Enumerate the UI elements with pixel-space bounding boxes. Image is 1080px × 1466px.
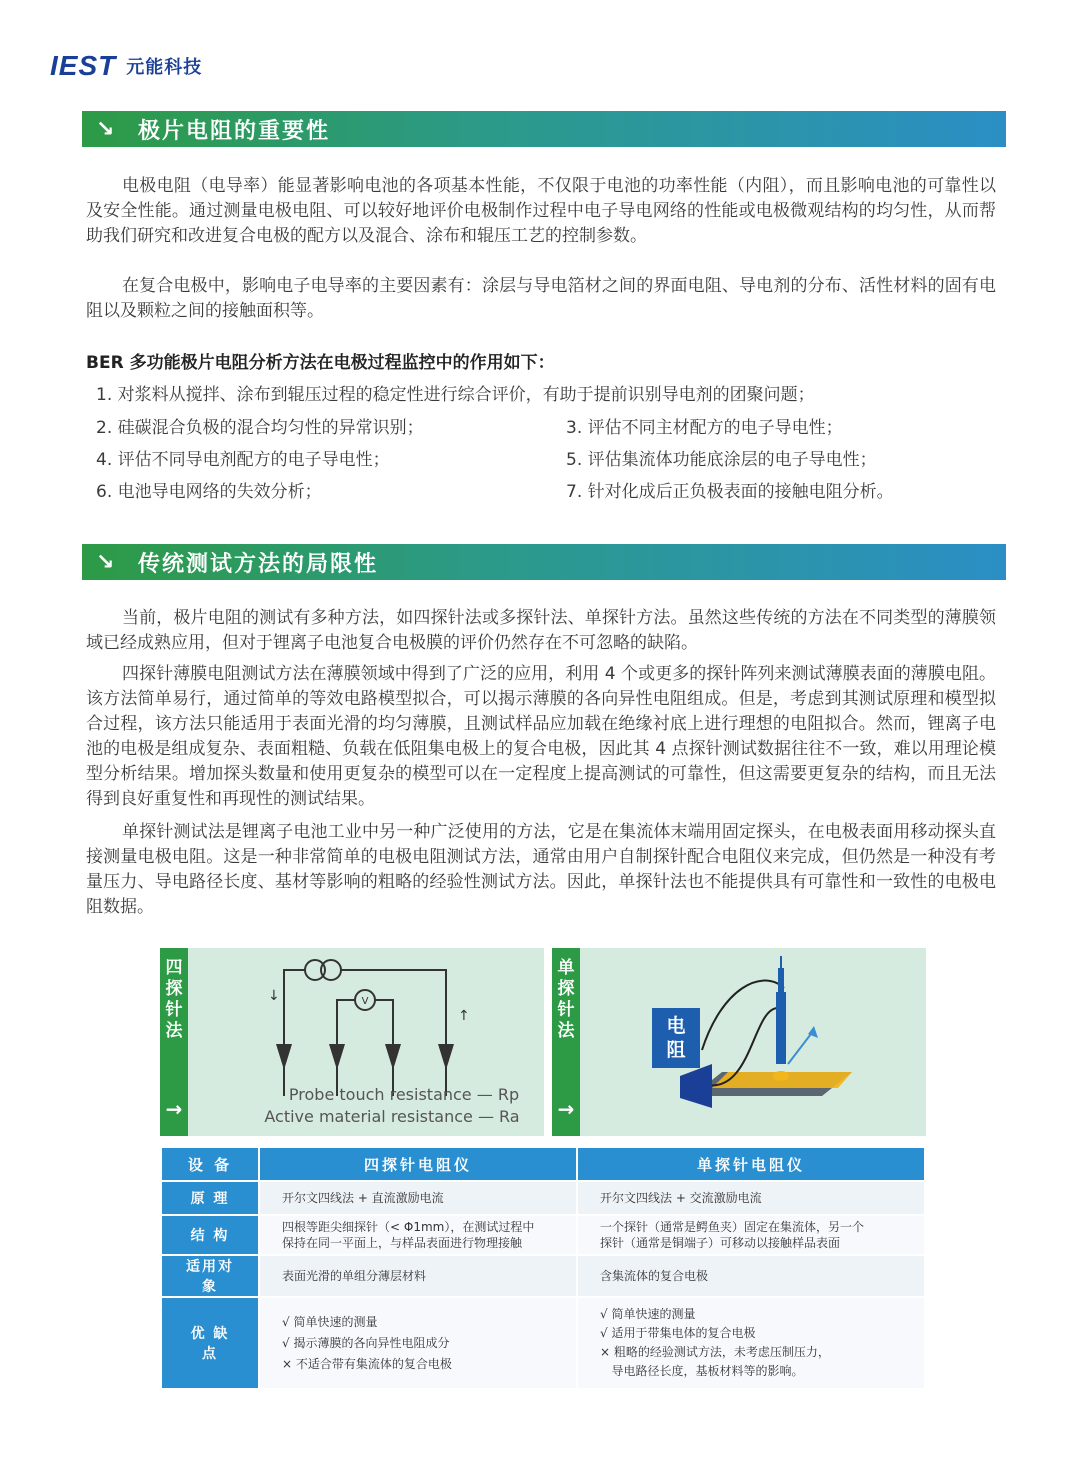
section-header-limitations xyxy=(82,544,1006,580)
table-row xyxy=(161,1297,925,1389)
section-header-importance xyxy=(82,111,1006,147)
cell-line: × 粗略的经验测试方法，未考虑压制压力， xyxy=(600,1345,830,1359)
right-arrow-icon: → xyxy=(557,1097,575,1121)
cell-line: 表面光滑的单组分薄层材料 xyxy=(282,1268,427,1283)
right-arrow-icon: → xyxy=(165,1097,183,1121)
row-label: 结 构 xyxy=(161,1215,259,1255)
up-arrow-icon: ↑ xyxy=(458,1008,470,1024)
down-arrow-icon: ↓ xyxy=(268,988,280,1004)
header-device: 设 备 xyxy=(161,1147,259,1181)
voltmeter-label: V xyxy=(361,996,369,1007)
cell-line: √ 适用于带集电体的复合电极 xyxy=(600,1326,756,1340)
cell-line: √ 揭示薄膜的各向异性电阻成分 xyxy=(282,1335,450,1350)
section-title: 极片电阻的重要性 xyxy=(138,118,331,144)
arrow-icon: ↘ xyxy=(96,116,115,142)
table-row xyxy=(161,1181,925,1215)
list-item: 2. 硅碳混合负极的混合均匀性的异常识别； xyxy=(96,418,424,438)
single-probe-schematic xyxy=(552,948,926,1136)
row-label: 优 缺 点 xyxy=(161,1297,259,1389)
cell-line: √ 简单快速的测量 xyxy=(282,1314,378,1329)
table-cell xyxy=(259,1181,577,1215)
arrow-icon: ↘ xyxy=(96,549,115,575)
meter-label: 阻 xyxy=(666,1039,686,1061)
table-cell xyxy=(577,1255,925,1297)
section-title: 传统测试方法的局限性 xyxy=(138,551,379,577)
comparison-table xyxy=(160,1146,926,1390)
paragraph: 在复合电极中，影响电子电导率的主要因素有：涂层与导电箔材之间的界面电阻、导电剂的分布、活性材料的固有电阻以及颗粒之间的接触面积等。 xyxy=(86,276,996,321)
tab-label: 单 探 针 法 xyxy=(557,958,575,1041)
table-row xyxy=(161,1255,925,1297)
paragraph: 四探针薄膜电阻测试方法在薄膜领域中得到了广泛的应用，利用 4 个或更多的探针阵列来测试薄膜表面的薄膜电阻。该方法简单易行，通过简单的等效电路模型拟合，可以揭示薄膜的各向异性电阻组成。但是，考虑到其测试原理和模型拟合过程，该方法只能适用于表面光滑的均匀薄膜，且测试样品应加载在绝缘衬底上进行理想的电阻拟合。然而，锂离子电池的电极是组成复杂、表面粗糙、负载在低阻集电极上的复合电极，因此其 4 点探针测试数据往往不一致，难以用理论模型分析结果。增加探头数量和使用更复杂的模型可以在一定程度上提高测试的可靠性，但这需要更复杂的结构，而且无法得到良好重复性和再现性的测试结果。 xyxy=(86,664,996,809)
table-cell xyxy=(259,1255,577,1297)
table-cell xyxy=(259,1297,577,1389)
list-item: 3. 评估不同主材配方的电子导电性； xyxy=(566,418,843,438)
list-item: 4. 评估不同导电剂配方的电子导电性； xyxy=(96,450,390,470)
cell-line: √ 简单快速的测量 xyxy=(600,1307,696,1321)
tab-label: 四 探 针 法 xyxy=(165,958,183,1041)
single-probe-diagram xyxy=(552,948,926,1136)
row-label: 原 理 xyxy=(161,1181,259,1215)
list-item: 5. 评估集流体功能底涂层的电子导电性； xyxy=(566,450,877,470)
brand-logo xyxy=(50,50,202,82)
logo-text: 元能科技 xyxy=(126,57,203,78)
cell-line: × 不适合带有集流体的复合电极 xyxy=(282,1356,452,1371)
logo-mark: IEST xyxy=(50,50,117,81)
list-item: 6. 电池导电网络的失效分析； xyxy=(96,482,322,502)
cell-line: 开尔文四线法 + 直流激励电流 xyxy=(282,1190,444,1205)
probe-resistance-label: Probe touch resistance — Rp xyxy=(288,1085,520,1104)
table-cell xyxy=(259,1215,577,1255)
cell-line: 保持在同一平面上，与样品表面进行物理接触 xyxy=(282,1236,523,1250)
paragraph: 电极电阻（电导率）能显著影响电池的各项基本性能，不仅限于电池的功率性能（内阻），而且影响电池的可靠性以及安全性能。通过测量电极电阻、可以较好地评价电极制作过程中电子导电网络的性能或电极微观结构的均匀性，从而帮助我们研究和改进复合电极的配方以及混合、涂布和辊压工艺的控制参数。 xyxy=(86,176,996,246)
table-header-row xyxy=(161,1147,925,1181)
cell-line: 导电路径长度，基板材料等的影响。 xyxy=(600,1364,804,1378)
four-probe-diagram xyxy=(160,948,544,1136)
cell-line: 开尔文四线法 + 交流激励电流 xyxy=(600,1190,762,1205)
meter-label: 电 xyxy=(666,1015,686,1037)
material-resistance-label: Active material resistance — Ra xyxy=(264,1107,520,1126)
cell-line: 探针（通常是铜端子）可移动以接触样品表面 xyxy=(600,1236,841,1250)
header-single-probe: 单探针电阻仪 xyxy=(577,1147,925,1181)
ber-heading: BER 多功能极片电阻分析方法在电极过程监控中的作用如下： xyxy=(86,353,555,373)
paragraph: 单探针测试法是锂离子电池工业中另一种广泛使用的方法，它是在集流体末端用固定探头，在电极表面用移动探头直接测量电极电阻。这是一种非常简单的电极电阻测试方法，通常由用户自制探针配合电阻仪来完成，但仍然是一种没有考量压力、导电路径长度、基材等影响的粗略的经验性测试方法。因此，单探针法也不能提供具有可靠性和一致性的电极电阻数据。 xyxy=(86,822,996,917)
four-probe-schematic xyxy=(160,948,544,1136)
cell-line: 含集流体的复合电极 xyxy=(600,1268,709,1283)
table-cell xyxy=(577,1215,925,1255)
table-cell xyxy=(577,1181,925,1215)
list-item: 7. 针对化成后正负极表面的接触电阻分析。 xyxy=(566,482,894,502)
paragraph: 当前，极片电阻的测试有多种方法，如四探针法或多探针法、单探针方法。虽然这些传统的方法在不同类型的薄膜领域已经成熟应用，但对于锂离子电池复合电极膜的评价仍然存在不可忽略的缺陷。 xyxy=(86,608,996,653)
table-row xyxy=(161,1215,925,1255)
cell-line: 一个探针（通常是鳄鱼夹）固定在集流体，另一个 xyxy=(600,1220,865,1234)
row-label: 适用对象 xyxy=(161,1255,259,1297)
list-item: 1. 对浆料从搅拌、涂布到辊压过程的稳定性进行综合评价，有助于提前识别导电剂的团聚问题； xyxy=(96,385,815,405)
table-cell xyxy=(577,1297,925,1389)
cell-line: 四根等距尖细探针（< Φ1mm），在测试过程中 xyxy=(282,1220,535,1234)
header-four-probe: 四探针电阻仪 xyxy=(259,1147,577,1181)
